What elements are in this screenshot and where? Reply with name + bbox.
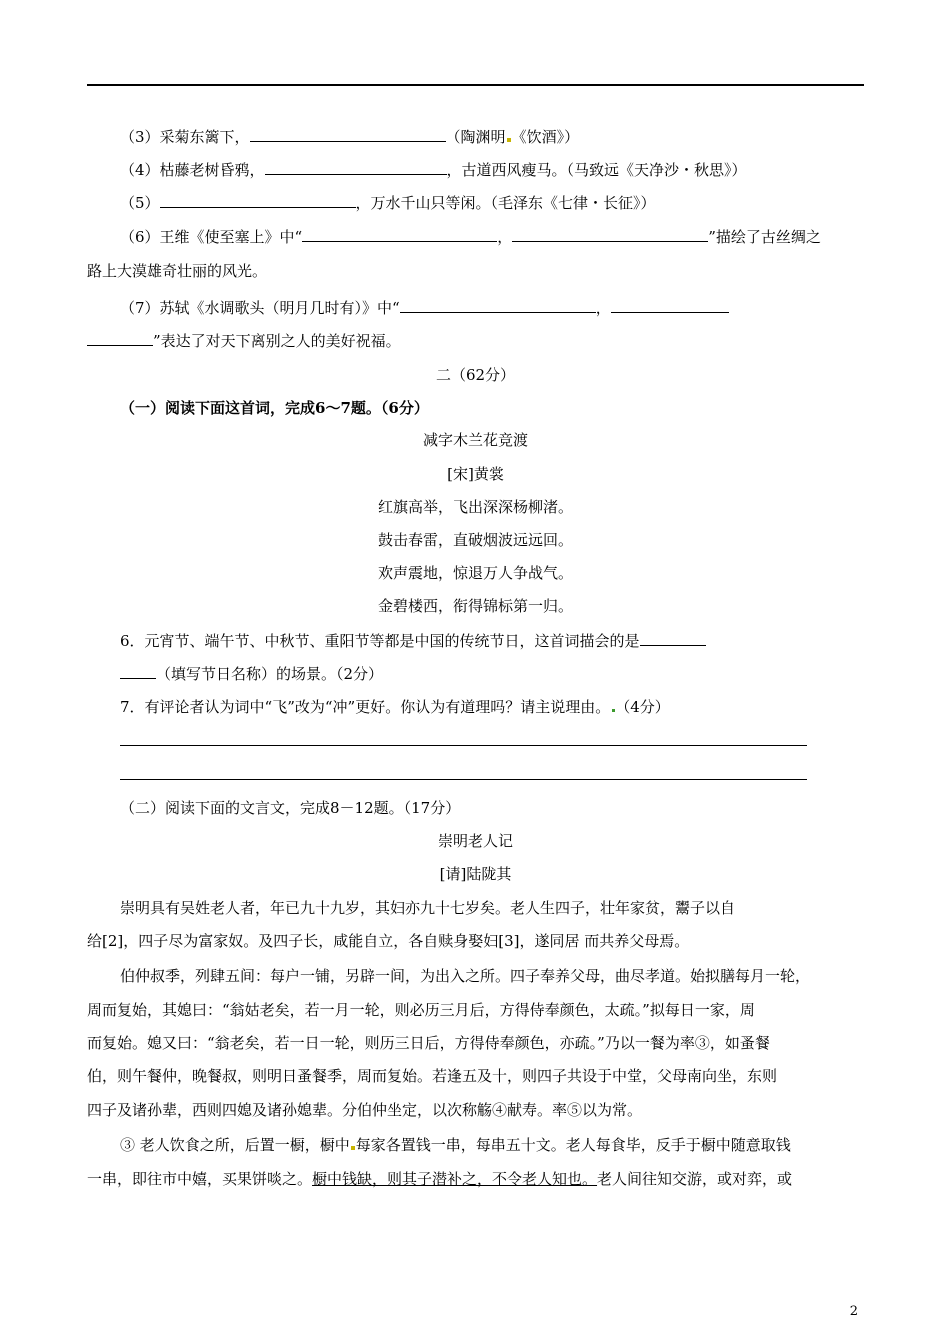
- answer-blank[interactable]: [302, 227, 497, 242]
- paragraph-line: ③ 老人饮食之所，后置一橱，橱中 每家各置钱一串，每串五十文。老人每食毕，反手于橱中随意取钱: [120, 1136, 791, 1154]
- answer-blank[interactable]: [400, 298, 596, 313]
- fill-item-7: （7）苏轼《水调歌头（明月几时有）》中“ ，: [120, 298, 729, 318]
- answer-blank[interactable]: [611, 298, 729, 313]
- highlight-mark: [351, 1146, 355, 1150]
- question-6: 6．元宵节、端午节、中秋节、重阳节等都是中国的传统节日，这首词描会的是: [120, 631, 706, 651]
- part-one-instruction: （一）阅读下面这首词，完成6～7题。（6分）: [120, 399, 429, 417]
- text-author: [请]陆陇其: [439, 865, 512, 883]
- answer-blank[interactable]: [250, 127, 446, 142]
- answer-line[interactable]: [120, 745, 807, 746]
- answer-blank[interactable]: [160, 193, 356, 208]
- section-heading: 二（62分）: [435, 366, 516, 384]
- poem-line: 金碧楼西，衔得锦标第一归。: [377, 597, 573, 615]
- answer-blank[interactable]: [87, 331, 153, 346]
- underlined-sentence: 橱中钱缺，则其子潜补之，不令老人知也。: [312, 1170, 598, 1188]
- answer-blank[interactable]: [640, 631, 706, 646]
- header-rule: [87, 84, 864, 86]
- fill-item-4: （4）枯藤老树昏鸦， ，古道西风瘦马。（马致远《天净沙・秋思》）: [120, 161, 747, 179]
- poem-line: 欢声震地，惊退万人争战气。: [377, 564, 573, 582]
- poem-line: 红旗高举，飞出深深杨柳渚。: [377, 498, 573, 516]
- text-title: 崇明老人记: [437, 832, 513, 850]
- poem-author: [宋]黄裳: [447, 465, 504, 483]
- fill-item-3: （3）采菊东篱下， （陶渊明 《饮酒》）: [120, 128, 580, 146]
- paragraph-line: 伯，则午餐仲，晚餐叔，则明日蚤餐季，周而复始。若逢五及十，则四子共设于中堂，父母南向坐，东则: [87, 1067, 778, 1085]
- answer-blank[interactable]: [512, 227, 708, 242]
- answer-blank[interactable]: [120, 664, 156, 679]
- fill-item-6: （6）王维《使至塞上》中“ ， ”描绘了古丝绸之: [120, 228, 821, 246]
- paragraph-line: 崇明具有吴姓老人者，年已九十九岁，其妇亦九十七岁矣。老人生四子，壮年家贫，鬻子以自: [120, 899, 736, 917]
- highlight-mark: [507, 138, 511, 142]
- poem-line: 鼓击春雷，直破烟波远远回。: [377, 531, 573, 549]
- fill-item-5: （5） ，万水千山只等闲。（毛泽东《七律・长征》）: [120, 194, 656, 212]
- fill-item-7-cont: ”表达了对天下离别之人的美好祝福。: [87, 331, 401, 351]
- paragraph-line: 四子及诸孙辈，西则四媳及诸孙媳辈。分伯仲坐定，以次称觞④献寿。率⑤以为常。: [87, 1101, 643, 1119]
- question-6-cont: （填写节日名称）的场景。（2分）: [120, 664, 383, 684]
- poem-title: 减字木兰花竞渡: [422, 431, 528, 449]
- part-two-instruction: （二）阅读下面的文言文，完成8－12题。（17分）: [120, 799, 461, 817]
- page-number: 2: [849, 1304, 858, 1319]
- fill-item-6-cont: 路上大漠雄奇壮丽的风光。: [87, 262, 268, 280]
- paragraph-line: 周而复始，其媳曰：“翁姑老矣，若一月一轮，则必历三月后，方得侍奉颜色，太疏。”拟每日一家，周: [87, 1001, 755, 1019]
- question-7: 7．有评论者认为词中“飞”改为“冲”更好。你认为有道理吗？请主说理由。 （4分）: [120, 698, 670, 716]
- paragraph-line: 而复始。媳又曰：“翁老矣，若一日一轮，则历三日后，方得侍奉颜色，亦疏。”乃以一餐为率③，如蚤餐: [87, 1034, 770, 1052]
- paragraph-line: 伯仲叔季，列肆五间：每户一铺，另辟一间，为出入之所。四子奉养父母，曲尽孝道。始拟膳每月一轮，: [120, 967, 811, 985]
- paragraph-line: 一串，即往市中嬉，买果饼啖之。橱中钱缺，则其子潜补之，不令老人知也。老人间往知交游，或对弈，或: [87, 1170, 793, 1188]
- answer-blank[interactable]: [265, 160, 447, 175]
- answer-line[interactable]: [120, 779, 807, 780]
- paragraph-line: 给[2]，四子尽为富家奴。及四子长，咸能自立，各自赎身娶妇[3]，遂同居 而共养父母焉。: [87, 932, 690, 950]
